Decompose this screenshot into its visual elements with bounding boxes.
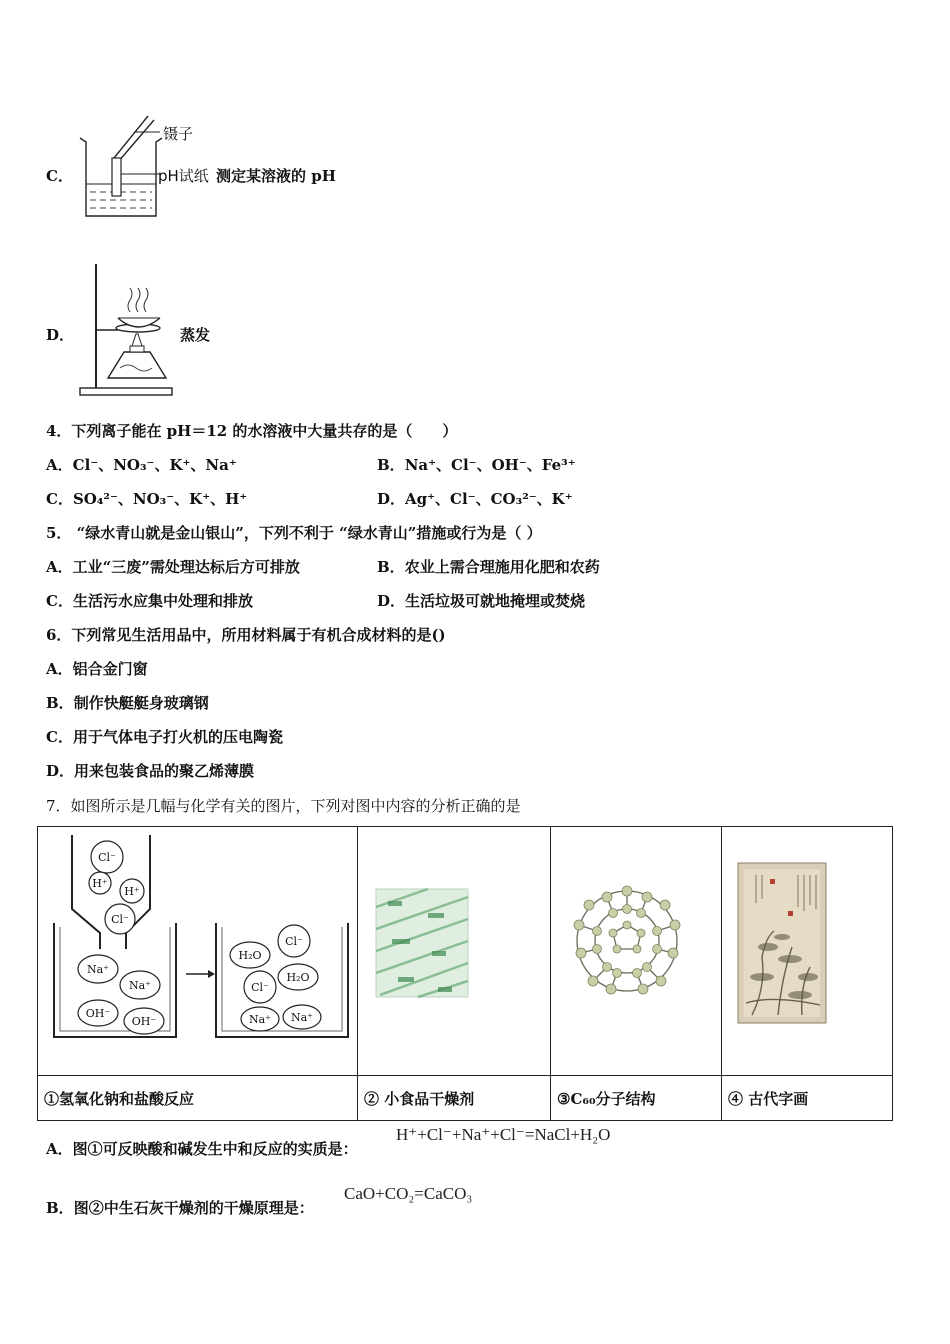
caption-desiccant: ② 小食品干燥剂 xyxy=(358,1076,551,1121)
q7-option-a xyxy=(46,1138,358,1159)
figure-painting-cell xyxy=(722,827,893,1076)
q5-option-b-label: B． xyxy=(377,558,405,576)
tweezers-label: 镊子 xyxy=(163,125,194,143)
q4-option-d xyxy=(377,488,573,509)
q5-option-d xyxy=(377,590,585,611)
figure-c60-cell xyxy=(551,827,722,1076)
caption-painting: ④ 古代字画 xyxy=(722,1076,893,1121)
q7-option-a-formula: H⁺+Cl⁻+Na⁺+Cl⁻=NaCl+H₂O xyxy=(396,1125,611,1144)
ion-na-4 xyxy=(283,1005,321,1029)
q6-option-a-text: 铝合金门窗 xyxy=(72,660,148,678)
ion-h-2 xyxy=(120,879,144,903)
svg-text:Na⁺: Na⁺ xyxy=(87,963,109,976)
q7-figure-table xyxy=(37,826,893,1121)
q5-option-c xyxy=(46,590,253,611)
ion-na-3 xyxy=(241,1007,279,1031)
q5-option-a-label: A． xyxy=(46,558,73,576)
q6-option-d-label: D． xyxy=(46,762,75,780)
q4-option-d-label: D． xyxy=(377,490,406,508)
svg-text:H₂O: H₂O xyxy=(238,949,262,962)
q7-option-b-text: 图②中生石灰干燥剂的干燥原理是： xyxy=(73,1199,314,1217)
figure-neutralization-cell xyxy=(38,827,358,1076)
evaporation-diagram xyxy=(76,260,176,400)
ion-na-2 xyxy=(120,971,160,999)
q4-stem: 4．下列离子能在 pH＝12 的水溶液中大量共存的是（ ） xyxy=(46,422,458,440)
q3-option-c-text: 测定某溶液的 pH xyxy=(216,167,336,185)
q3-option-d-label: D． xyxy=(46,326,75,344)
q5-option-b xyxy=(377,556,600,577)
q4-option-b-text: Na⁺、Cl⁻、OH⁻、Fe³⁺ xyxy=(404,456,576,474)
q5-option-c-text: 生活污水应集中处理和排放 xyxy=(72,592,253,610)
q4-option-a-label: A． xyxy=(46,456,73,474)
ion-h-1 xyxy=(89,872,111,894)
q6-option-c-label: C． xyxy=(46,728,73,746)
svg-text:OH⁻: OH⁻ xyxy=(131,1015,157,1028)
q7-option-b xyxy=(46,1197,314,1218)
desiccant-packet-image xyxy=(358,827,549,1071)
figure-desiccant-cell xyxy=(358,827,551,1076)
q4-option-b xyxy=(377,454,576,475)
c60-molecule-image xyxy=(551,827,720,1071)
svg-text:H⁺: H⁺ xyxy=(92,877,108,890)
q5-option-a-text: 工业“三废”需处理达标后方可排放 xyxy=(72,558,300,576)
q6-option-c-text: 用于气体电子打火机的压电陶瓷 xyxy=(72,728,283,746)
q5-option-a xyxy=(46,556,300,577)
ion-oh-1 xyxy=(78,1000,118,1026)
q4-option-c xyxy=(46,488,247,509)
q3-option-d-text: 蒸发 xyxy=(180,326,211,344)
q4-option-c-label: C． xyxy=(46,490,73,508)
ion-cl-3 xyxy=(278,925,310,957)
q3-option-c-label: C． xyxy=(46,167,73,185)
q5-option-b-text: 农业上需合理施用化肥和农药 xyxy=(404,558,600,576)
q4-option-b-label: B． xyxy=(377,456,405,474)
q6-option-b-text: 制作快艇艇身玻璃钢 xyxy=(73,694,209,712)
caption-neutralization: ①氢氧化钠和盐酸反应 xyxy=(38,1076,358,1121)
svg-text:H⁺: H⁺ xyxy=(124,885,140,898)
neutralization-diagram xyxy=(38,827,356,1071)
ion-cl-1 xyxy=(91,841,123,873)
ion-oh-2 xyxy=(124,1008,164,1034)
q6-option-a-label: A． xyxy=(46,660,73,678)
svg-text:OH⁻: OH⁻ xyxy=(85,1007,111,1020)
q5-stem: 5． “绿水青山就是金山银山”，下列不利于 “绿水青山”措施或行为是（ ） xyxy=(46,524,542,542)
q4-option-c-text: SO₄²⁻、NO₃⁻、K⁺、H⁺ xyxy=(72,490,248,508)
q6-stem: 6．下列常见生活用品中，所用材料属于有机合成材料的是() xyxy=(46,626,446,644)
svg-text:Na⁺: Na⁺ xyxy=(291,1011,313,1024)
svg-text:H₂O: H₂O xyxy=(286,971,310,984)
q4-option-a xyxy=(46,454,237,475)
q4-option-a-text: Cl⁻、NO₃⁻、K⁺、Na⁺ xyxy=(72,456,237,474)
q6-option-d xyxy=(46,760,254,781)
svg-text:Cl⁻: Cl⁻ xyxy=(251,981,269,994)
svg-text:Cl⁻: Cl⁻ xyxy=(98,851,116,864)
q6-option-c xyxy=(46,726,283,747)
ion-na-1 xyxy=(78,955,118,983)
svg-text:Na⁺: Na⁺ xyxy=(129,979,151,992)
q6-option-a xyxy=(46,658,148,679)
molecule-h2o-2 xyxy=(278,964,318,990)
q6-option-b-label: B． xyxy=(46,694,74,712)
svg-text:Cl⁻: Cl⁻ xyxy=(285,935,303,948)
q7-option-a-label: A． xyxy=(46,1140,73,1158)
svg-text:Na⁺: Na⁺ xyxy=(249,1013,271,1026)
q5-option-c-label: C． xyxy=(46,592,73,610)
caption-c60: ③C₆₀分子结构 xyxy=(551,1076,722,1121)
q7-option-b-label: B． xyxy=(46,1199,74,1217)
q6-option-b xyxy=(46,692,209,713)
q5-option-d-text: 生活垃圾可就地掩埋或焚烧 xyxy=(405,592,586,610)
molecule-h2o-1 xyxy=(230,942,270,968)
q7-option-b-formula: CaO+CO₂=CaCO₃ xyxy=(344,1184,473,1203)
q7-stem: 7．如图所示是几幅与化学有关的图片，下列对图中内容的分析正确的是 xyxy=(46,797,521,815)
ion-cl-2 xyxy=(105,904,135,934)
q5-option-d-label: D． xyxy=(377,592,406,610)
ancient-painting-image xyxy=(722,827,891,1071)
ion-cl-4 xyxy=(244,971,276,1003)
q7-option-a-text: 图①可反映酸和碱发生中和反应的实质是： xyxy=(72,1140,358,1158)
q6-option-d-text: 用来包装食品的聚乙烯薄膜 xyxy=(74,762,255,780)
svg-text:Cl⁻: Cl⁻ xyxy=(111,913,129,926)
ph-paper-label: pH试纸 xyxy=(158,167,209,185)
q4-option-d-text: Ag⁺、Cl⁻、CO₃²⁻、K⁺ xyxy=(405,490,573,508)
